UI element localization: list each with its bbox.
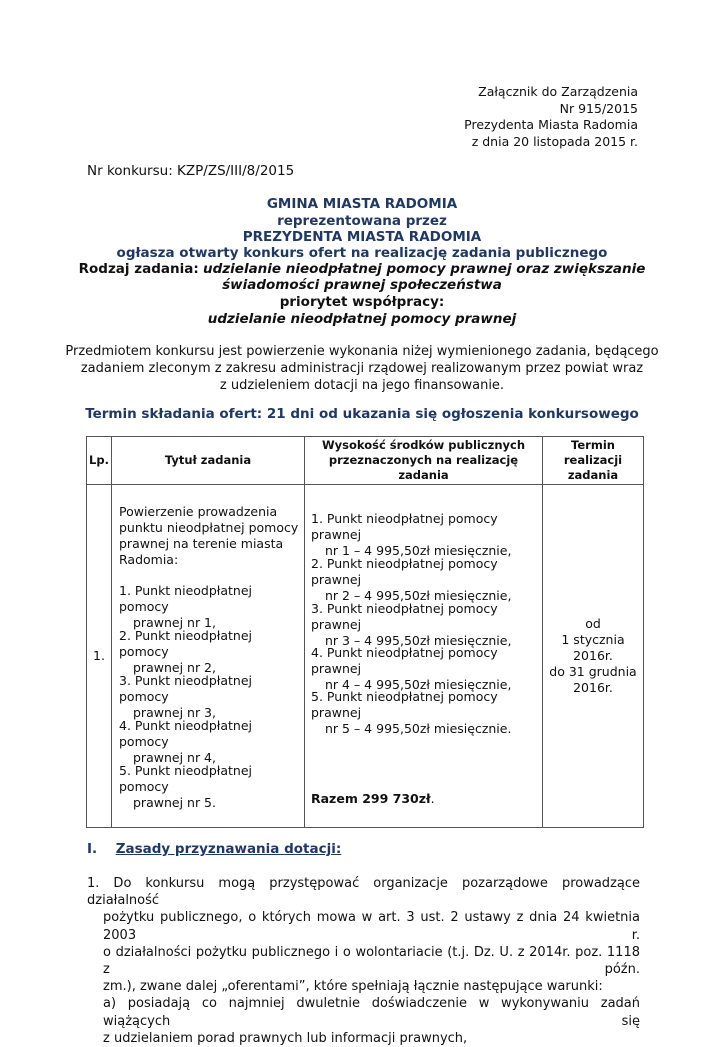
- attachment-note: [464, 84, 638, 150]
- contest-number: Nr konkursu: KZP/ZS/III/8/2015: [87, 163, 295, 179]
- announcement: ogłasza otwarty konkurs ofert na realizację zadania publicznego: [116, 245, 608, 261]
- president-title: PREZYDENTA MIASTA RADOMIA: [242, 229, 482, 245]
- represented-by: reprezentowana przez: [277, 213, 447, 229]
- section-title: Zasady przyznawania dotacji:: [115, 841, 342, 857]
- priority-value: udzielanie nieodpłatnej pomocy prawnej: [207, 311, 517, 327]
- header-term: Termin realizacji zadania: [543, 437, 644, 485]
- row-lp: 1.: [87, 485, 112, 828]
- header-lp: Lp.: [87, 437, 112, 485]
- task-type-value: udzielanie nieodpłatnej pomocy prawnej oraz zwiększanie: [203, 261, 646, 277]
- list-item: 2. Punkt nieodpłatnej pomocy prawnej nr 2,: [119, 628, 252, 675]
- row-funds: [305, 485, 543, 828]
- list-item: 1. Punkt nieodpłatnej pomocy prawnej nr 1 – 4 995,50zł miesięcznie,: [311, 511, 512, 558]
- task-type-label: Rodzaj zadania:: [78, 261, 199, 277]
- list-item: 4. Punkt nieodpłatnej pomocy prawnej nr 4 – 4 995,50zł miesięcznie,: [311, 645, 512, 692]
- intro-text: Przedmiotem konkursu jest powierzenie wykonania niżej wymienionego zadania, będącego zadaniem zleconym z zakresu administracji rządowej realizowanym przez powiat wraz z udzieleniem dotacji na jego finansowanie.: [65, 344, 659, 393]
- table-row: [87, 485, 644, 828]
- list-item: 1. Punkt nieodpłatnej pomocy prawnej nr 1,: [119, 583, 252, 630]
- offer-deadline: Termin składania ofert: 21 dni od ukazania się ogłoszenia konkursowego: [85, 406, 639, 422]
- list-item: 2. Punkt nieodpłatnej pomocy prawnej nr 2 – 4 995,50zł miesięcznie,: [311, 556, 512, 603]
- table-header-row: [87, 437, 644, 485]
- section-heading: [87, 841, 341, 857]
- section-number: I.: [87, 841, 98, 857]
- list-item: 4. Punkt nieodpłatnej pomocy prawnej nr 4,: [119, 718, 252, 765]
- attachment-line: Nr 915/2015: [559, 100, 638, 116]
- list-item: 3. Punkt nieodpłatnej pomocy prawnej nr 3 – 4 995,50zł miesięcznie,: [311, 601, 512, 648]
- title-intro: Powierzenie prowadzenia punktu nieodpłatnej pomocy prawnej na terenie miasta Radomia:: [119, 504, 299, 567]
- task-type-cont: [0, 277, 724, 294]
- list-item: 5. Punkt nieodpłatnej pomocy prawnej nr 5 – 4 995,50zł miesięcznie.: [311, 689, 512, 736]
- row-title: [112, 485, 305, 828]
- list-item: 5. Punkt nieodpłatnej pomocy prawnej nr 5.: [119, 763, 252, 810]
- header-funds: Wysokość środków publicznych przeznaczonych na realizację zadania: [305, 437, 543, 485]
- conditions-paragraph: 1. Do konkursu mogą przystępować organizacje pozarządowe prowadzące działalność pożytku publicznego, o których mowa w art. 3 ust. 2 ustawy z dnia 24 kwietnia 2003 r. o działalności pożytku publicznego i o wolontariacie (t.j. Dz. U. z 2014r. poz. 1118 z późn. zm.), zwane dalej „oferentami”, które spełniają łącznie następujące warunki: a) posiadają co najmniej dwuletnie doświadczenie w wykonywaniu zadań wiążących się z udzielaniem porad prawnych lub informacji prawnych,: [87, 876, 640, 1046]
- row-term: od 1 stycznia 2016r. do 31 grudnia 2016r.: [543, 485, 644, 828]
- task-type-value-2: świadomości prawnej społeczeństwa: [222, 277, 502, 293]
- attachment-line: z dnia 20 listopada 2015 r.: [471, 133, 638, 149]
- funds-total: Razem 299 730zł.: [311, 791, 435, 806]
- priority-label: priorytet współpracy:: [279, 294, 445, 310]
- attachment-line: Prezydenta Miasta Radomia: [464, 117, 638, 132]
- list-item: 3. Punkt nieodpłatnej pomocy prawnej nr 3,: [119, 673, 252, 720]
- gmina-title: GMINA MIASTA RADOMIA: [266, 196, 458, 212]
- attachment-line: Załącznik do Zarządzenia: [478, 84, 638, 99]
- header-title: Tytuł zadania: [112, 437, 305, 485]
- task-type: [0, 261, 724, 278]
- task-table: [86, 436, 644, 828]
